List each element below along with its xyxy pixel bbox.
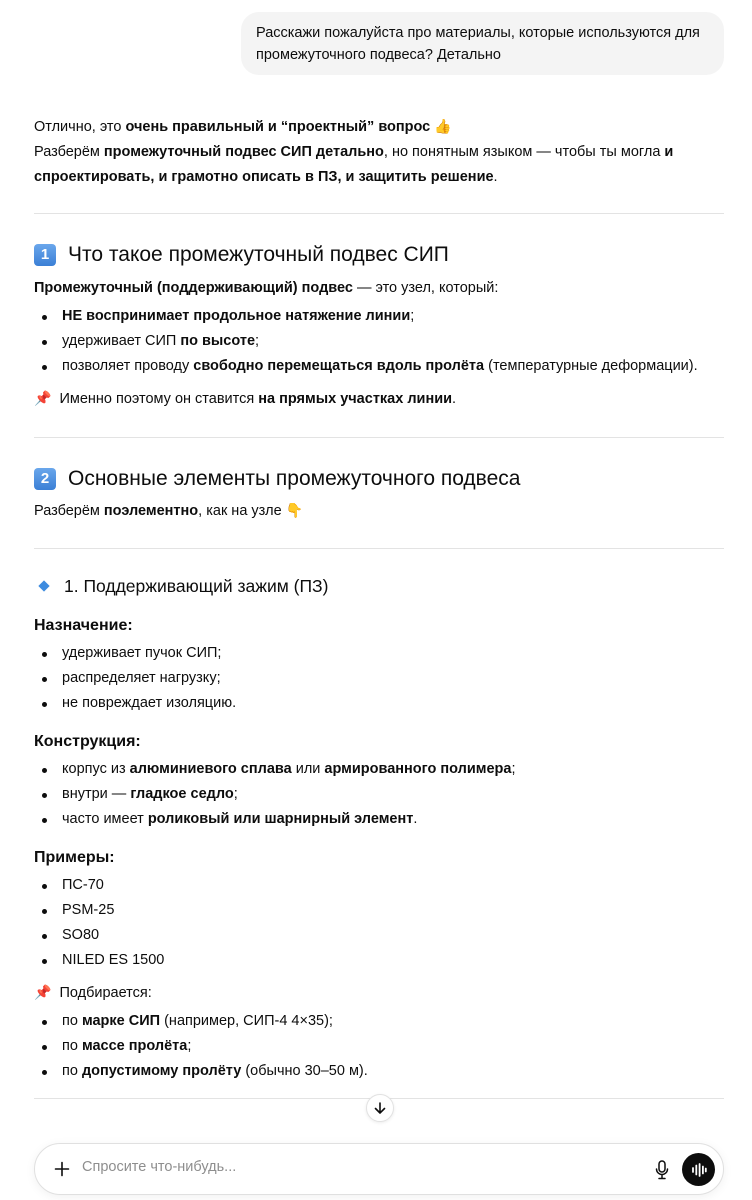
voice-mode-icon [691, 1163, 707, 1177]
list-item [34, 757, 724, 782]
note-text: Именно поэтому он ставится [59, 391, 259, 407]
blue-diamond-icon [38, 580, 49, 591]
list-bold: НЕ воспринимает продольное натяжение линии [62, 308, 411, 324]
note-text: . [452, 391, 457, 407]
list-text: позволяет проводу [62, 358, 194, 374]
list-item [34, 304, 724, 329]
intro-text: , как на узле [198, 503, 282, 519]
list-item: ПС-70 [34, 873, 724, 898]
dictate-button[interactable] [651, 1158, 673, 1182]
intro-text: . [493, 169, 498, 185]
list-item [34, 329, 724, 354]
intro-bold: и спроектировать, и грамотно описать в ПЗ, и защитить решение [34, 144, 674, 185]
subsection-title: 1. Поддерживающий зажим (ПЗ) [64, 576, 329, 596]
list-text: часто имеет [62, 811, 148, 827]
list-item [34, 807, 724, 832]
definition-list [34, 304, 724, 379]
user-message-bubble [241, 12, 724, 75]
list-text: по [62, 1013, 82, 1029]
purpose-heading: Назначение: [34, 617, 133, 634]
add-attachment-button[interactable] [51, 1158, 73, 1180]
list-item: распределяет нагрузку; [34, 666, 724, 691]
list-bold: роликовый или шарнирный элемент [147, 811, 414, 827]
voice-mode-button[interactable] [682, 1153, 715, 1186]
intro-text: Разберём [34, 144, 104, 160]
plus-icon [54, 1161, 70, 1177]
list-text: (например, СИП-4 4×35); [160, 1013, 333, 1029]
message-input[interactable]: Спросите что-нибудь... [82, 1159, 237, 1175]
list-item: удерживает пучок СИП; [34, 641, 724, 666]
intro-paragraph [34, 114, 724, 190]
pick-note [34, 980, 724, 1006]
list-bold: свободно перемещаться вдоль пролёта [193, 358, 485, 374]
intro-text: Отлично, это [34, 119, 126, 135]
subsection-heading [34, 573, 724, 599]
list-text: . [413, 811, 418, 827]
list-text: внутри — [62, 786, 131, 802]
list-bold: армированного полимера [324, 761, 512, 777]
list-bold: марке СИП [81, 1013, 161, 1029]
list-item [34, 354, 724, 379]
list-item: PSM-25 [34, 898, 724, 923]
list-text: ; [233, 786, 238, 802]
note-bold: на прямых участках линии [258, 391, 453, 407]
examples-heading: Примеры: [34, 849, 115, 866]
section-2-heading [34, 464, 724, 494]
number-badge: 2 [34, 468, 56, 490]
section-title: Основные элементы промежуточного подвеса [68, 467, 521, 490]
definition-text: — это узел, который: [352, 280, 499, 296]
divider [34, 437, 724, 438]
pick-list [34, 1009, 724, 1084]
design-heading: Конструкция: [34, 733, 141, 750]
list-bold: по высоте [180, 333, 256, 349]
divider [34, 213, 724, 214]
list-text: ; [410, 308, 415, 324]
definition [34, 276, 724, 301]
list-item: NILED ES 1500 [34, 948, 724, 973]
intro-text: Разберём [34, 503, 104, 519]
list-text: (обычно 30–50 м). [241, 1063, 368, 1079]
intro-bold: промежуточный подвес СИП детально [103, 144, 384, 160]
mic-icon [655, 1160, 669, 1180]
list-text: или [291, 761, 325, 777]
list-item: SO80 [34, 923, 724, 948]
list-item [34, 1034, 724, 1059]
list-item [34, 782, 724, 807]
list-bold: гладкое седло [130, 786, 234, 802]
list-text: ; [187, 1038, 192, 1054]
list-text: по [62, 1063, 82, 1079]
intro-text: , но понятным языком — чтобы ты могла [383, 144, 665, 160]
list-item [34, 1059, 724, 1084]
number-badge: 1 [34, 244, 56, 266]
list-text: ; [511, 761, 516, 777]
assistant-answer [34, 114, 724, 1099]
list-text: (температурные деформации). [484, 358, 698, 374]
message-composer[interactable] [34, 1143, 724, 1195]
list-text: корпус из [62, 761, 130, 777]
list-text: удерживает СИП [62, 333, 181, 349]
pushpin-icon: 📌 [34, 984, 52, 1000]
pushpin-icon: 📌 [34, 390, 52, 406]
note-text: Подбирается: [59, 985, 152, 1001]
examples-list [34, 873, 724, 973]
divider [34, 548, 724, 549]
pointing-down-icon: 👇 [285, 502, 304, 518]
design-list [34, 757, 724, 832]
list-item [34, 1009, 724, 1034]
arrow-down-icon [373, 1101, 387, 1115]
list-bold: допустимому пролёту [81, 1063, 242, 1079]
intro-bold: очень правильный и “проектный” вопрос [125, 119, 431, 135]
list-text: ; [255, 333, 260, 349]
section-2-intro [34, 498, 724, 524]
section-title: Что такое промежуточный подвес СИП [68, 243, 449, 266]
intro-bold: поэлементно [103, 503, 199, 519]
definition-bold: Промежуточный (поддерживающий) подвес [34, 280, 353, 296]
thumbs-up-icon: 👍 [434, 118, 452, 134]
scroll-to-bottom-button[interactable] [366, 1094, 394, 1122]
section-1-heading [34, 240, 724, 270]
note [34, 386, 724, 412]
list-bold: массе пролёта [81, 1038, 188, 1054]
purpose-list [34, 641, 724, 716]
user-message-text: Расскажи пожалуйста про материалы, которые используются для промежуточного подвеса? Детально [256, 25, 700, 63]
list-bold: алюминиевого сплава [129, 761, 292, 777]
list-item: не повреждает изоляцию. [34, 691, 724, 716]
list-text: по [62, 1038, 82, 1054]
